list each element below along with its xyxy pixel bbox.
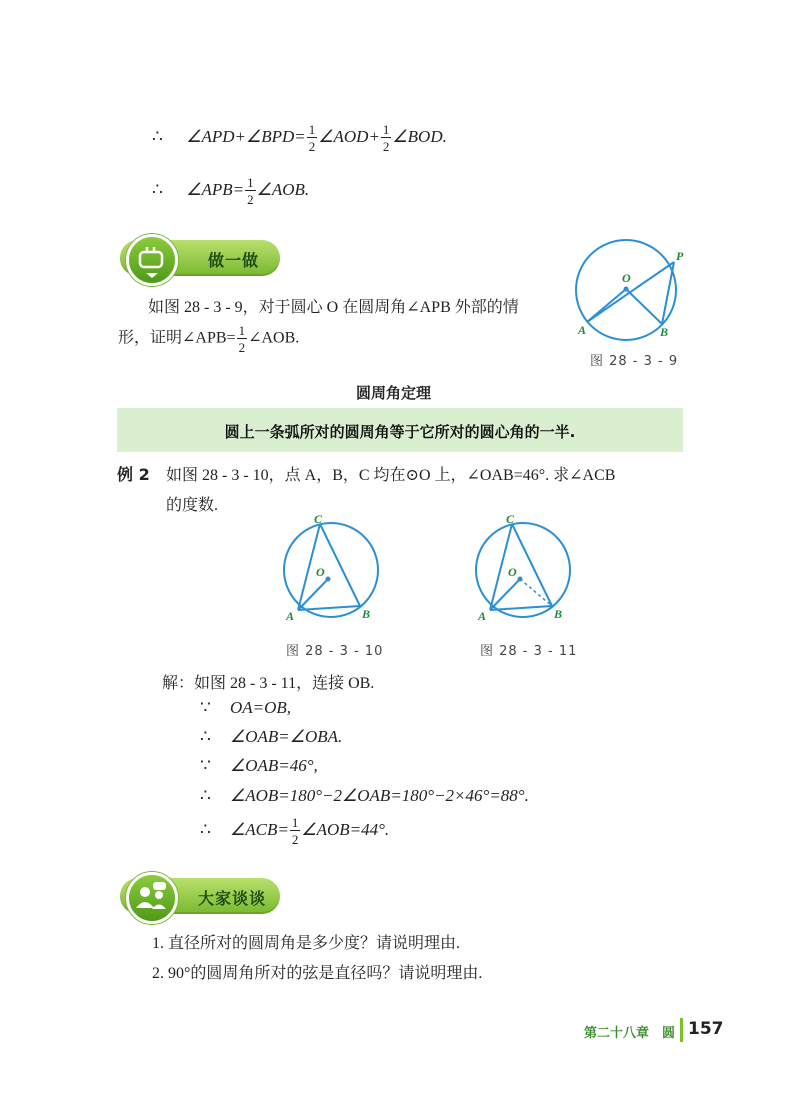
theorem-box [117, 408, 683, 452]
label-B: B [554, 607, 563, 621]
example-text-line-1: 如图 28 - 3 - 10，点 A，B，C 均在⊙O 上，∠OAB=46°. 求∠ACB [166, 467, 616, 484]
activity-text-line-2: 形，证明∠APB= $\frac{1}{2}$ ∠AOB. [118, 323, 300, 355]
fraction-half: $\frac{1}{2}$ [291, 815, 299, 847]
solution-step-5: ∴ ∠ACB= $\frac{1}{2}$ ∠AOB=44°. [200, 815, 390, 847]
footer-chapter: 第二十八章 圆 [584, 1026, 676, 1041]
discussion-banner-label: 大家谈谈 [198, 889, 267, 908]
activity-text-line-1: 如图 28 - 3 - 9，对于圆心 O 在圆周角∠APB 外部的情 [148, 299, 519, 316]
proof-line-2 [152, 176, 309, 206]
discussion-question-2: 2. 90°的圆周角所对的弦是直径吗？请说明理由. [152, 965, 483, 982]
activity-banner [120, 240, 280, 276]
proof-line-1 [152, 123, 447, 153]
label-P: P [676, 249, 684, 263]
label-C: C [314, 514, 323, 526]
label-B: B [660, 325, 669, 339]
theorem-statement: 圆上一条弧所对的圆周角等于它所对的圆心角的一半. [224, 423, 576, 441]
figure-28-3-11 [468, 514, 578, 624]
label-A: A [478, 609, 487, 623]
hand-icon [126, 234, 178, 286]
figure-28-3-10 [276, 514, 386, 624]
fraction-half: $\frac{1}{2}$ [238, 323, 246, 355]
proof-line-1-mid: ∠AOD+ [318, 126, 380, 146]
solution-intro: 解：如图 28 - 3 - 11，连接 OB. [162, 675, 375, 692]
theorem-title: 圆周角定理 [356, 384, 432, 402]
therefore-symbol: ∴ [200, 727, 211, 746]
therefore-symbol: ∴ [152, 126, 163, 146]
figure-28-3-10-caption: 图 28 - 3 - 10 [286, 644, 384, 659]
example-text-line-2: 的度数. [166, 497, 219, 514]
fraction-half: $\frac{1}{2}$ [308, 122, 316, 154]
activity-banner-label: 做一做 [208, 251, 260, 270]
label-B: B [362, 607, 371, 621]
label-A: A [286, 609, 295, 623]
example-label: 例 2 [117, 465, 150, 484]
label-O: O [316, 565, 325, 579]
proof-line-2-right: ∠AOB. [256, 179, 310, 199]
therefore-symbol: ∴ [200, 786, 211, 805]
proof-line-2-left: ∠APB= [186, 179, 245, 199]
therefore-symbol: ∴ [200, 819, 211, 839]
label-A: A [578, 323, 587, 337]
figure-28-3-9 [568, 238, 688, 348]
solution-step-1: ∵ OA=OB, [200, 698, 292, 717]
label-C: C [506, 514, 515, 526]
label-O: O [622, 271, 631, 285]
proof-line-1-right: ∠BOD. [392, 126, 447, 146]
circle [476, 523, 570, 617]
page-number: 157 [688, 1019, 724, 1039]
people-icon [126, 872, 178, 924]
solution-step-4: ∴ ∠AOB=180°−2∠OAB=180°−2×46°=88°. [200, 786, 529, 805]
therefore-symbol: ∴ [152, 179, 163, 199]
figure-28-3-9-caption: 图 28 - 3 - 9 [590, 354, 679, 369]
because-symbol: ∵ [200, 698, 211, 717]
discussion-question-1: 1. 直径所对的圆周角是多少度？请说明理由. [152, 935, 461, 952]
fraction-half: $\frac{1}{2}$ [247, 175, 254, 207]
fraction-half: $\frac{1}{2}$ [382, 122, 390, 154]
footer-divider [680, 1018, 683, 1042]
proof-line-1-left: ∠APD+∠BPD= [186, 126, 306, 146]
discussion-banner [120, 878, 280, 914]
solution-step-2: ∴ ∠OAB=∠OBA. [200, 727, 343, 746]
figure-28-3-11-caption: 图 28 - 3 - 11 [480, 644, 578, 659]
label-O: O [508, 565, 517, 579]
because-symbol: ∵ [200, 756, 211, 775]
circle [284, 523, 378, 617]
solution-step-3: ∵ ∠OAB=46°, [200, 756, 318, 775]
